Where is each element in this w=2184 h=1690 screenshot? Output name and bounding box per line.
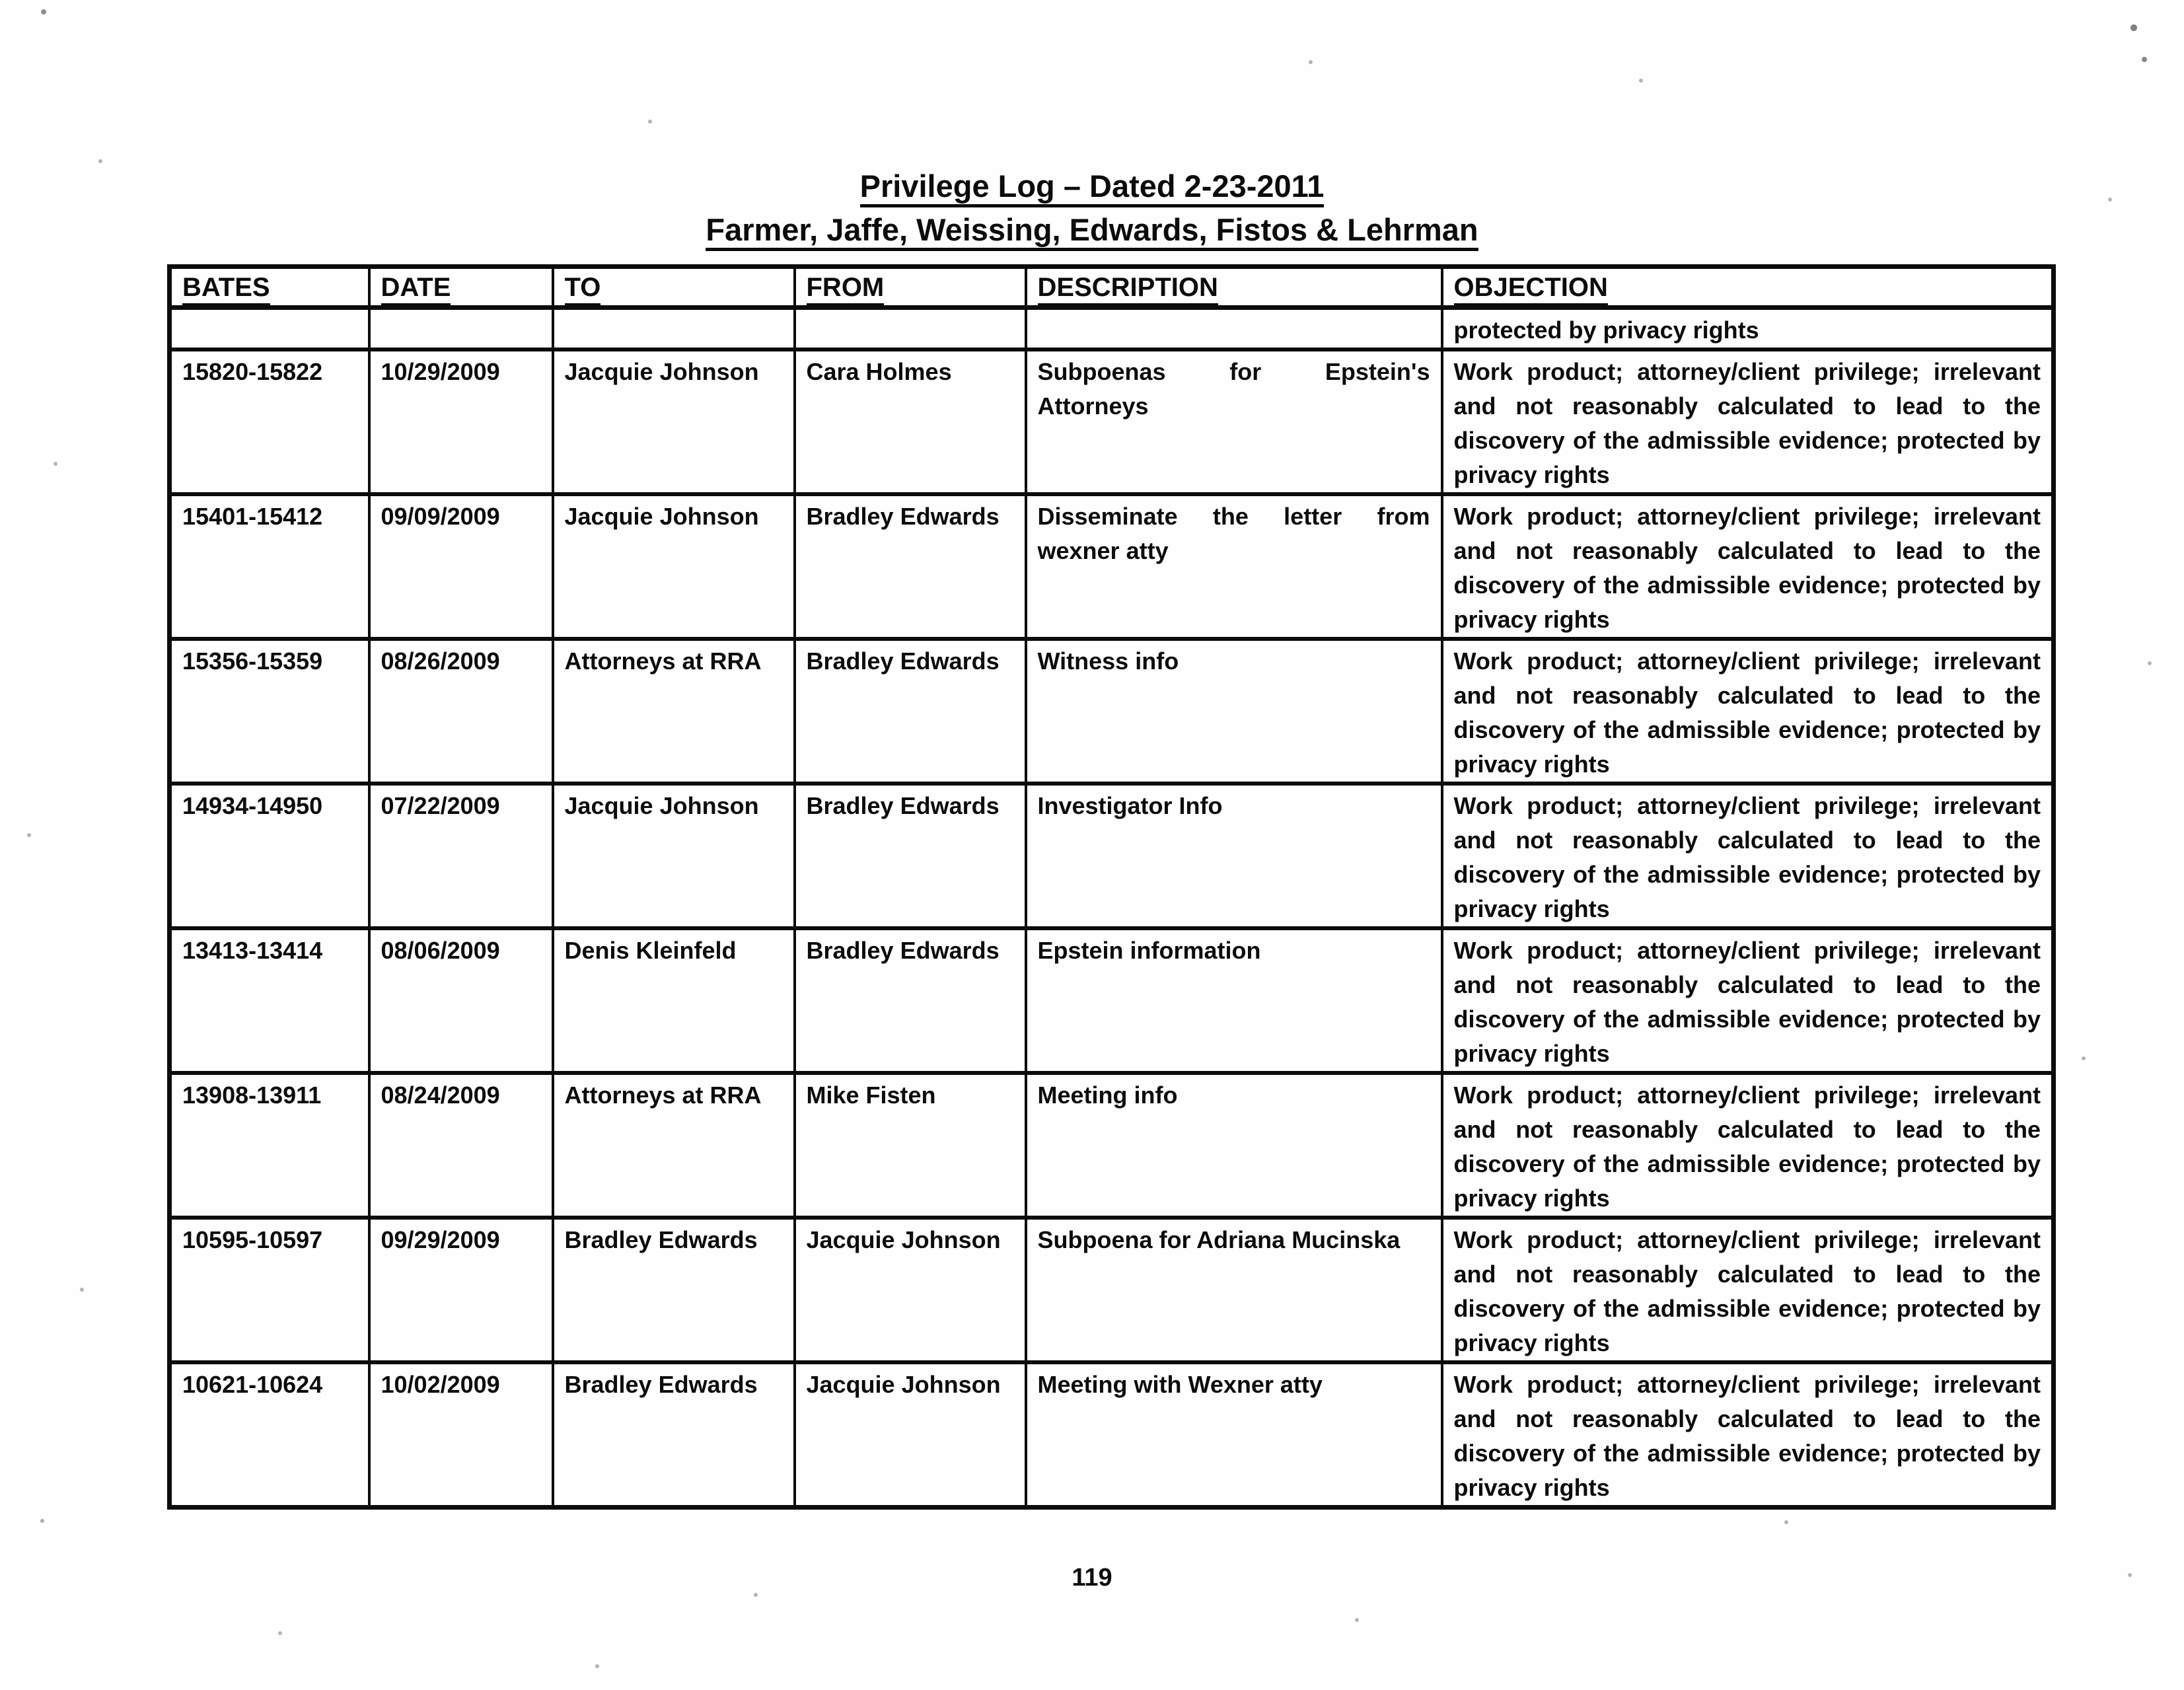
from-cell [795, 308, 1026, 350]
from-cell: Bradley Edwards [795, 928, 1026, 1073]
date-cell: 09/09/2009 [369, 494, 553, 639]
to-cell: Denis Kleinfeld [553, 928, 795, 1073]
table-row [170, 639, 2054, 784]
description-cell: Subpoenas for Epstein's Attorneys [1026, 349, 1442, 494]
column-header-date [369, 267, 553, 308]
objection-cell: Work product; attorney/client privilege; irrelevant and not reasonably calculated to lead to the discovery of the admissible evidence; protected by privacy rights [1442, 1362, 2054, 1508]
description-cell: Epstein information [1026, 928, 1442, 1073]
title-block [0, 170, 2184, 251]
bates-cell: 14934-14950 [170, 784, 369, 928]
from-cell: Mike Fisten [795, 1073, 1026, 1218]
from-cell: Jacquie Johnson [795, 1362, 1026, 1508]
column-header-description [1026, 267, 1442, 308]
column-header-from-label: FROM [807, 273, 885, 307]
objection-cell: Work product; attorney/client privilege; irrelevant and not reasonably calculated to lead to the discovery of the admissible evidence; protected by privacy rights [1442, 928, 2054, 1073]
to-cell: Bradley Edwards [553, 1362, 795, 1508]
table-row [170, 349, 2054, 494]
page-number: 119 [1072, 1564, 1112, 1592]
table-row [170, 308, 2054, 350]
table-row [170, 928, 2054, 1073]
date-cell [369, 308, 553, 350]
objection-cell: Work product; attorney/client privilege; irrelevant and not reasonably calculated to lead to the discovery of the admissible evidence; protected by privacy rights [1442, 494, 2054, 639]
objection-cell: Work product; attorney/client privilege; irrelevant and not reasonably calculated to lead to the discovery of the admissible evidence; protected by privacy rights [1442, 1073, 2054, 1218]
header-row [170, 267, 2054, 308]
bates-cell: 10621-10624 [170, 1362, 369, 1508]
table-row [170, 1362, 2054, 1508]
objection-cell: Work product; attorney/client privilege; irrelevant and not reasonably calculated to lead to the discovery of the admissible evidence; protected by privacy rights [1442, 639, 2054, 784]
to-cell: Jacquie Johnson [553, 349, 795, 494]
table-row [170, 1073, 2054, 1218]
column-header-objection [1442, 267, 2054, 308]
date-cell: 08/06/2009 [369, 928, 553, 1073]
date-cell: 08/24/2009 [369, 1073, 553, 1218]
bates-cell [170, 308, 369, 350]
column-header-objection-label: OBJECTION [1454, 273, 1608, 307]
table-body [170, 308, 2054, 1508]
column-header-bates-label: BATES [182, 273, 270, 307]
objection-cell: Work product; attorney/client privilege; irrelevant and not reasonably calculated to lead to the discovery of the admissible evidence; protected by privacy rights [1442, 784, 2054, 928]
column-header-date-label: DATE [381, 273, 451, 307]
from-cell: Bradley Edwards [795, 639, 1026, 784]
description-cell: Witness info [1026, 639, 1442, 784]
to-cell: Jacquie Johnson [553, 784, 795, 928]
column-header-from [795, 267, 1026, 308]
to-cell: Jacquie Johnson [553, 494, 795, 639]
column-header-to-label: TO [565, 273, 601, 307]
to-cell: Attorneys at RRA [553, 1073, 795, 1218]
table-row [170, 784, 2054, 928]
table-row [170, 1218, 2054, 1362]
date-cell: 10/29/2009 [369, 349, 553, 494]
column-header-bates [170, 267, 369, 308]
bates-cell: 15820-15822 [170, 349, 369, 494]
description-cell: Subpoena for Adriana Mucinska [1026, 1218, 1442, 1362]
date-cell: 09/29/2009 [369, 1218, 553, 1362]
bates-cell: 15356-15359 [170, 639, 369, 784]
to-cell: Bradley Edwards [553, 1218, 795, 1362]
from-cell: Jacquie Johnson [795, 1218, 1026, 1362]
description-cell: Meeting with Wexner atty [1026, 1362, 1442, 1508]
description-cell: Disseminate the letter from wexner atty [1026, 494, 1442, 639]
from-cell: Bradley Edwards [795, 784, 1026, 928]
objection-cell: Work product; attorney/client privilege; irrelevant and not reasonably calculated to lead to the discovery of the admissible evidence; protected by privacy rights [1442, 349, 2054, 494]
date-cell: 10/02/2009 [369, 1362, 553, 1508]
date-cell: 08/26/2009 [369, 639, 553, 784]
bates-cell: 15401-15412 [170, 494, 369, 639]
bates-cell: 13413-13414 [170, 928, 369, 1073]
scan-speckles [0, 0, 3, 3]
to-cell [553, 308, 795, 350]
bates-cell: 10595-10597 [170, 1218, 369, 1362]
to-cell: Attorneys at RRA [553, 639, 795, 784]
objection-cell: protected by privacy rights [1442, 308, 2054, 350]
from-cell: Bradley Edwards [795, 494, 1026, 639]
column-header-description-label: DESCRIPTION [1038, 273, 1218, 307]
table-header [170, 267, 2054, 308]
document-subtitle: Farmer, Jaffe, Weissing, Edwards, Fistos & Lehrman [706, 214, 1478, 251]
description-cell: Investigator Info [1026, 784, 1442, 928]
bates-cell: 13908-13911 [170, 1073, 369, 1218]
description-cell: Meeting info [1026, 1073, 1442, 1218]
description-cell [1026, 308, 1442, 350]
date-cell: 07/22/2009 [369, 784, 553, 928]
table-row [170, 494, 2054, 639]
document-title: Privilege Log – Dated 2-23-2011 [860, 170, 1325, 207]
column-header-to [553, 267, 795, 308]
objection-cell: Work product; attorney/client privilege; irrelevant and not reasonably calculated to lead to the discovery of the admissible evidence; protected by privacy rights [1442, 1218, 2054, 1362]
privilege-log-table [167, 264, 2056, 1510]
from-cell: Cara Holmes [795, 349, 1026, 494]
